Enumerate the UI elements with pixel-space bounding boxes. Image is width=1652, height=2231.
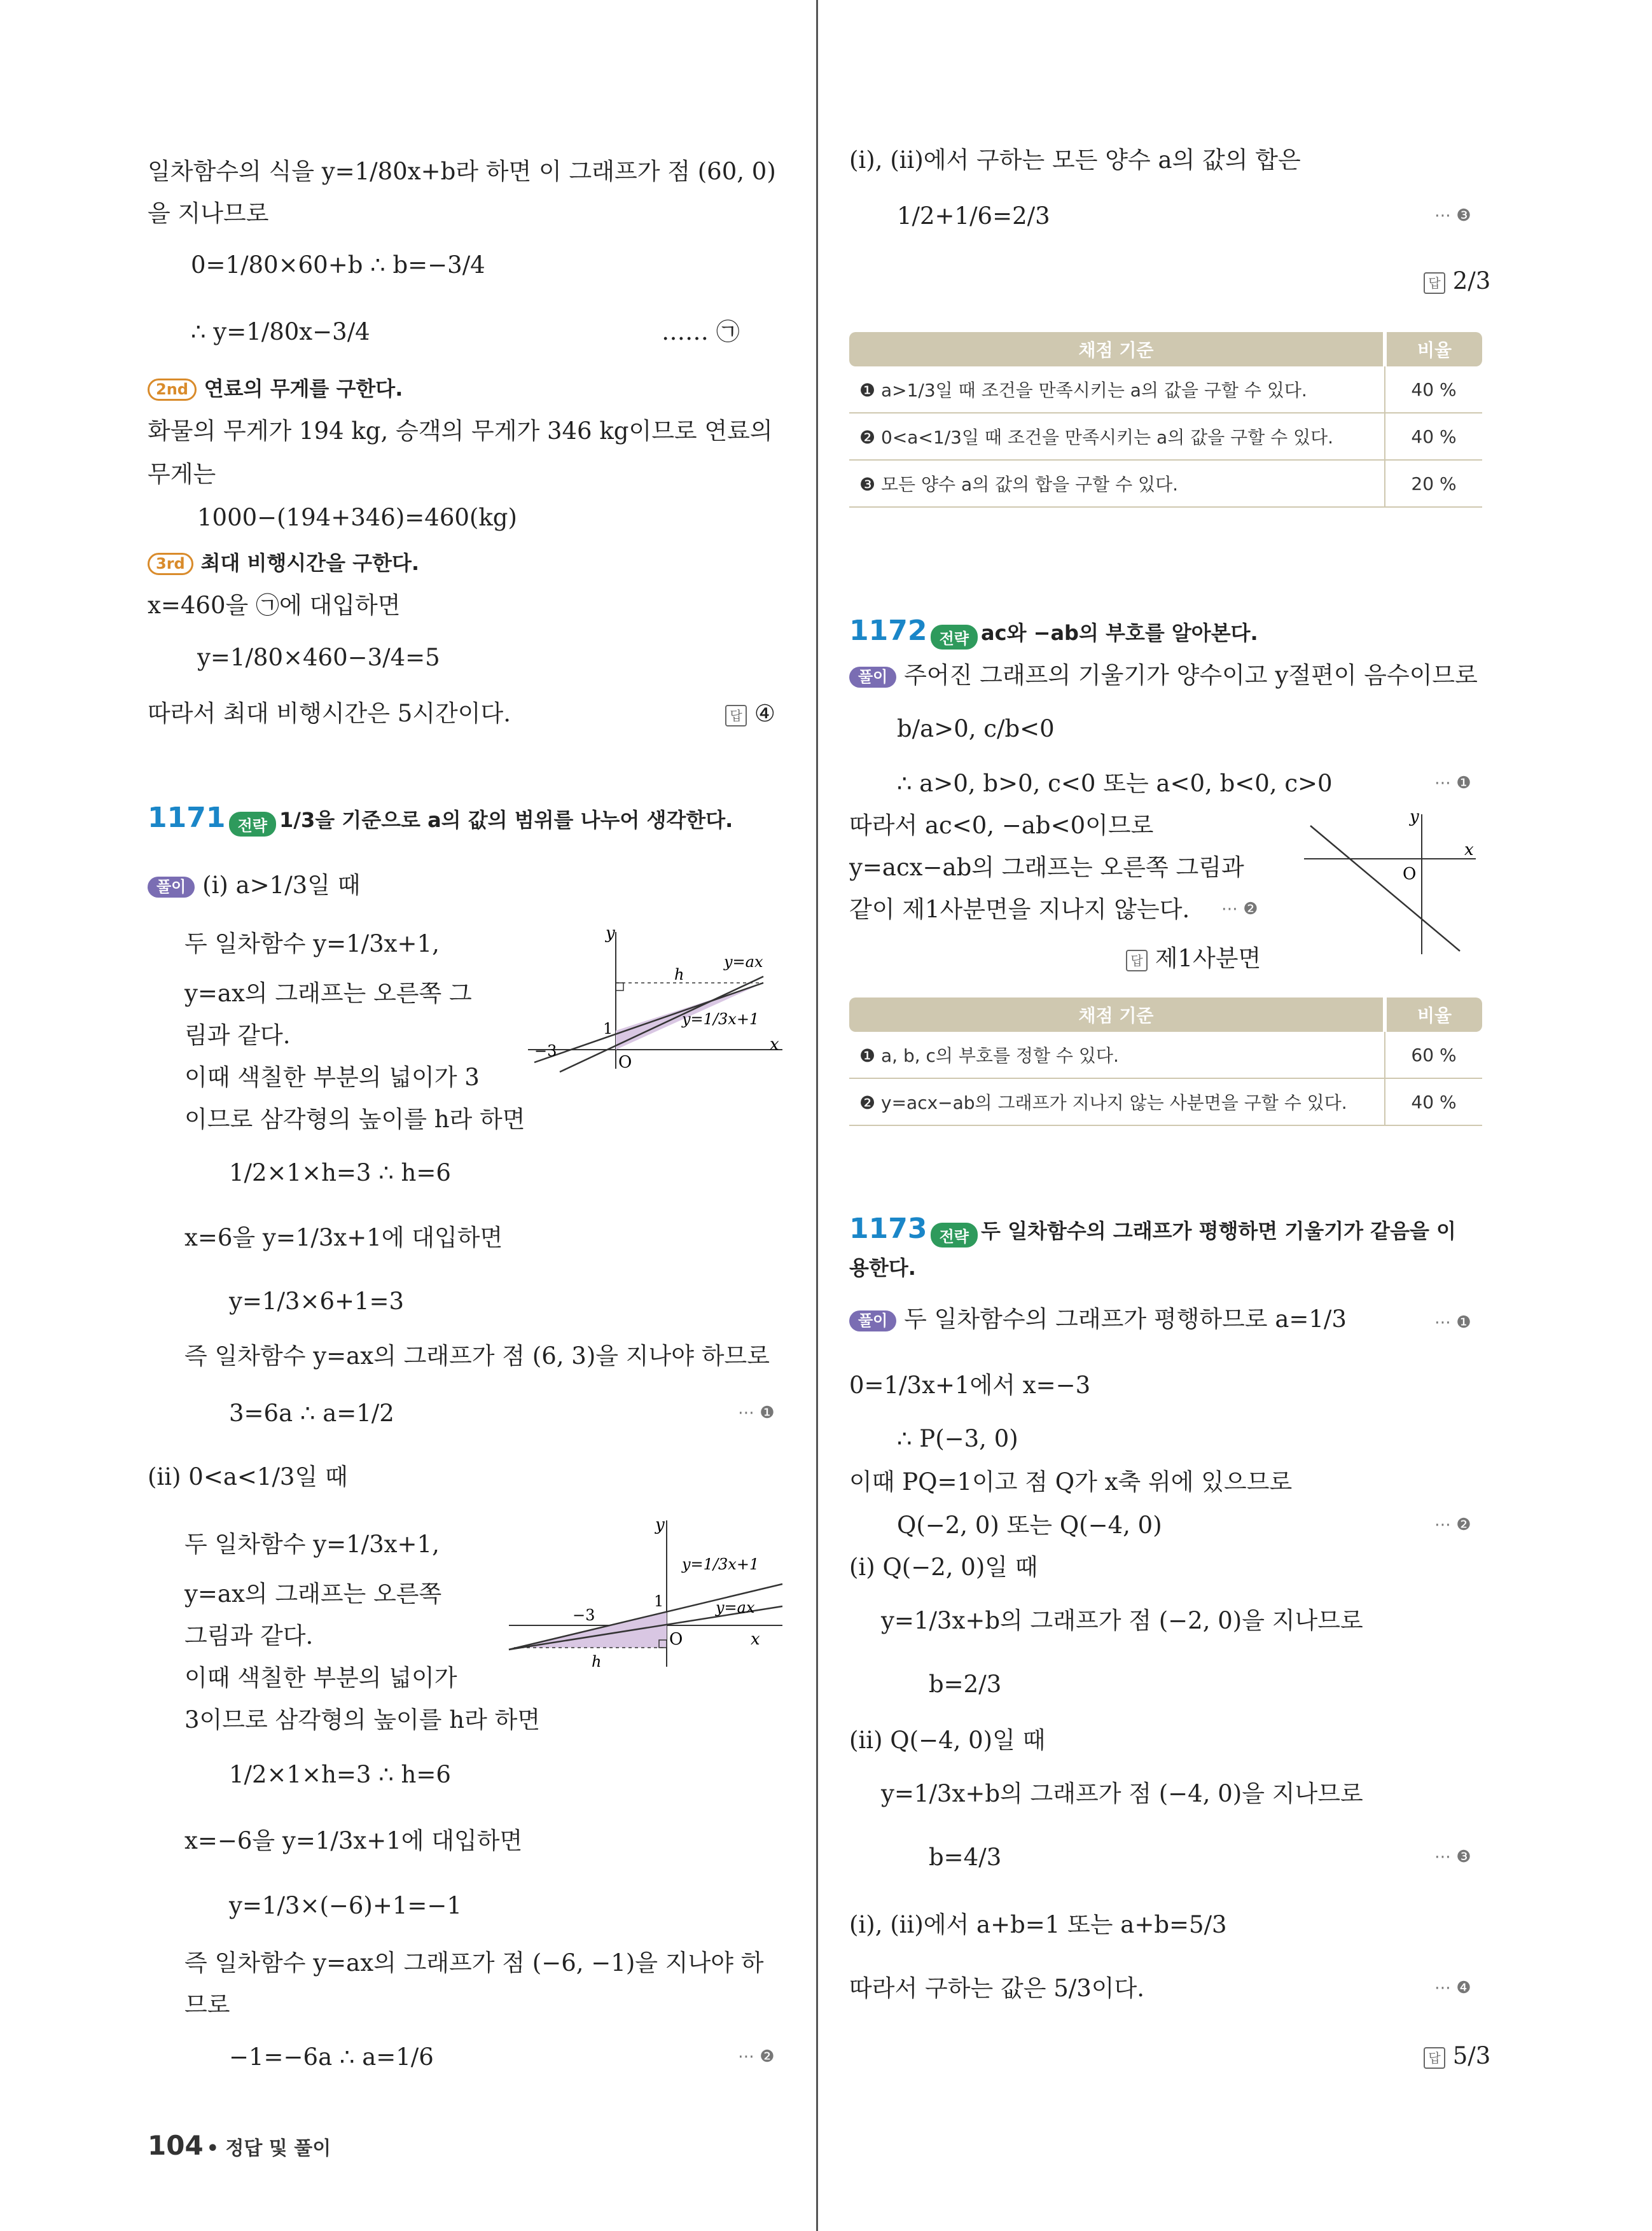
right-top-equation: 1/2+1/6=2/3 [897,202,1050,230]
table2-header-criteria: 채점 기준 [849,997,1385,1032]
strategy-tag: 전략 [931,1223,978,1248]
table2-criteria-2: ❷ y=acx−ab의 그래프가 지나지 않는 사분면을 구할 수 있다. [849,1078,1385,1125]
graph1-one: 1 [603,1020,613,1038]
table-row [849,1032,1482,1078]
answer-box-icon: 답 [1424,272,1445,294]
p1173-equation-2: ∴ P(−3, 0) [897,1425,1018,1452]
p1172-line-3: y=acx−ab의 그래프는 오른쪽 그림과 [849,854,1244,881]
p1173-answer [1424,2042,1490,2069]
problem-1171-header [148,802,733,837]
table1-criteria-2: ❷ 0<a<1/3일 때 조건을 만족시키는 a의 값을 구할 수 있다. [849,413,1385,460]
table1-ratio-1: 40 % [1385,366,1482,413]
case2-equation-3: −1=−6a ∴ a=1/6 [229,2043,434,2071]
table1-criteria-1: ❶ a>1/3일 때 조건을 만족시키는 a의 값을 구할 수 있다. [849,366,1385,413]
case1-line-2: y=ax의 그래프는 오른쪽 그 [184,980,472,1007]
graph2-one: 1 [654,1592,664,1610]
case1-equation-2: y=1/3×6+1=3 [229,1288,405,1315]
table-row [849,366,1482,413]
answer-box-icon: 답 [1424,2047,1445,2069]
graph1-line-b: y=1/3x+1 [682,1010,760,1028]
table2-criteria-1: ❶ a, b, c의 부호를 정할 수 있다. [849,1032,1385,1078]
problem-1172-header [849,615,1258,650]
p1173-case2-equation: b=4/3 [929,1844,1002,1871]
p1173-case1-head: (ⅰ) Q(−2, 0)일 때 [849,1553,1038,1581]
p1173-case1-equation: b=2/3 [929,1671,1002,1698]
strategy-tag: 전략 [229,812,276,837]
p1173-answer-value: 5/3 [1452,2042,1491,2069]
p1173-ref-3: ⋯ ❸ [1434,1847,1471,1866]
case2-equation-1: 1/2×1×h=3 ∴ h=6 [229,1761,451,1788]
step-2nd-badge: 2nd [148,379,197,401]
answer-box-icon: 답 [725,705,747,726]
graph2-line-b: y=1/3x+1 [682,1555,760,1573]
table1-header-ratio: 비율 [1385,332,1482,366]
graph-1172 [1298,808,1482,961]
problem-1173-header [849,1213,1456,1248]
case1-ref: ⋯ ❶ [738,1403,775,1422]
table1-ratio-3: 20 % [1385,460,1482,507]
intro-line-1: 일차함수의 식을 y=1/80x+b라 하면 이 그래프가 점 (60, 0) [148,158,776,185]
graph-case2 [503,1517,795,1676]
case1-line: 즉 일차함수 y=ax의 그래프가 점 (6, 3)을 지나야 하므로 [184,1342,770,1370]
solution-tag: 풀이 [148,877,195,898]
answer-value: ④ [754,700,775,727]
p1173-case2-line: y=1/3x+b의 그래프가 점 (−4, 0)을 지나므로 [881,1780,1363,1807]
strategy-tag: 전략 [931,625,978,650]
case2-line-a: 즉 일차함수 y=ax의 그래프가 점 (−6, −1)을 지나야 하 [184,1949,764,1977]
problem-number: 1172 [849,615,927,647]
scoring-table-2 [849,997,1482,1126]
graph1172-x-label: x [1464,840,1474,859]
case1-substitute: x=6을 y=1/3x+1에 대입하면 [184,1224,503,1251]
graph1-origin: O [618,1053,632,1072]
case2-line-1: 두 일차함수 y=1/3x+1, [184,1531,440,1558]
p1172-line-2: 따라서 ac<0, −ab<0이므로 [849,812,1154,839]
graph1-y-label: y [606,929,615,943]
page-footer-text: • 정답 및 풀이 [206,2137,331,2160]
p1172-ref-1: ⋯ ❶ [1434,774,1471,793]
table2-ratio-2: 40 % [1385,1078,1482,1125]
right-top-ref: ⋯ ❸ [1434,206,1471,225]
case2-line-2: y=ax의 그래프는 오른쪽 [184,1580,442,1608]
p1172-line-4: 같이 제1사분면을 지나지 않는다. [849,896,1190,923]
graph2-h: h [592,1653,602,1671]
case1-head: (ⅰ) a>1/3일 때 [202,872,361,899]
graph2-neg: −3 [573,1606,595,1624]
case1-equation-3: 3=6a ∴ a=1/2 [229,1400,394,1427]
solution-tag: 풀이 [849,1310,896,1331]
p1173-case1-line: y=1/3x+b의 그래프가 점 (−2, 0)을 지나므로 [881,1607,1363,1634]
p1173-line-1: 두 일차함수의 그래프가 평행하므로 a=1/3 [904,1305,1347,1333]
table-row [849,1078,1482,1125]
case2-head: (ⅱ) 0<a<1/3일 때 [148,1463,348,1491]
p1172-answer-value: 제1사분면 [1155,945,1261,972]
table2-header-ratio: 비율 [1385,997,1482,1032]
graph2-origin: O [669,1630,683,1649]
strategy-text: 1/3을 기준으로 a의 값의 범위를 나누어 생각한다. [279,808,733,832]
equation-2: ∴ y=1/80x−3/4 [191,318,370,345]
graph2-line-a: y=ax [716,1599,755,1616]
right-top-answer [1424,267,1490,295]
graph1-x-label: x [770,1035,779,1054]
p1172-equation-2: ∴ a>0, b>0, c<0 또는 a<0, b<0, c>0 [897,770,1333,797]
intro-line-2: 을 지나므로 [148,200,269,227]
problem-number: 1173 [849,1213,927,1245]
column-divider [816,0,818,2231]
graph2-y-label: y [655,1517,665,1534]
page-number: 104 [148,2130,204,2161]
table1-header-criteria: 채점 기준 [849,332,1385,366]
p1173-combined: (ⅰ), (ⅱ)에서 a+b=1 또는 a+b=5/3 [849,1911,1227,1938]
case1-line-3: 림과 같다. [184,1022,291,1049]
right-top-answer-value: 2/3 [1452,267,1491,295]
p1172-equation-1: b/a>0, c/b<0 [897,715,1055,742]
p1173-equation-1: 0=1/3x+1에서 x=−3 [849,1372,1091,1399]
graph1-line-a: y=ax [724,953,763,971]
table1-ratio-2: 40 % [1385,413,1482,460]
scoring-table-1 [849,332,1482,508]
p1173-case2-head: (ⅱ) Q(−4, 0)일 때 [849,1727,1046,1754]
graph1-h: h [674,966,684,983]
page-footer [148,2130,331,2161]
right-top-line: (ⅰ), (ⅱ)에서 구하는 모든 양수 a의 값의 합은 [849,146,1301,174]
conclusion-line: 따라서 최대 비행시간은 5시간이다. [148,700,511,727]
solution-tag: 풀이 [849,667,896,688]
p1173-conclusion: 따라서 구하는 값은 5/3이다. [849,1975,1145,2002]
p1172-answer [1126,939,1261,973]
graph1172-y-label: y [1410,808,1419,826]
strategy-text: ac와 −ab의 부호를 알아본다. [981,621,1258,645]
case1-line-5: 이므로 삼각형의 높이를 h라 하면 [184,1106,525,1133]
case1-line-1: 두 일차함수 y=1/3x+1, [184,930,440,957]
fuel-equation: 1000−(194+346)=460(kg) [197,504,517,531]
p1172-ref-2: ⋯ ❷ [1221,900,1258,919]
equation-2-ref: …… ㉠ [662,318,740,345]
fuel-line-1: 화물의 무게가 194 kg, 승객의 무게가 346 kg이므로 연료의 [148,417,773,445]
p1173-ref-2: ⋯ ❷ [1434,1515,1471,1534]
step-2nd-text: 연료의 무게를 구한다. [204,377,403,401]
graph-case1 [522,929,789,1075]
case2-line-3: 그림과 같다. [184,1622,314,1650]
p1173-equation-3: Q(−2, 0) 또는 Q(−4, 0) [897,1512,1162,1539]
answer-box-icon: 답 [1126,950,1148,971]
table-row [849,413,1482,460]
graph2-x-label: x [751,1630,760,1649]
graph1172-origin: O [1403,865,1417,884]
graph1-neg: −3 [534,1042,557,1060]
problem-number: 1171 [148,802,226,834]
equation-1: 0=1/80×60+b ∴ b=−3/4 [191,251,485,279]
table1-criteria-3: ❸ 모든 양수 a의 값의 합을 구할 수 있다. [849,460,1385,507]
fuel-line-2: 무게는 [148,461,216,488]
substitute-line: x=460을 ㉠에 대입하면 [148,592,401,619]
strategy-text-1: 두 일차함수의 그래프가 평행하면 기울기가 같음을 이 [981,1219,1456,1243]
strategy-text-2: 용한다. [849,1256,916,1280]
case2-ref: ⋯ ❷ [738,2047,775,2066]
table2-ratio-1: 60 % [1385,1032,1482,1078]
step-3rd-text: 최대 비행시간을 구한다. [200,551,420,575]
table-row [849,460,1482,507]
p1172-line-1: 주어진 그래프의 기울기가 양수이고 y절편이 음수이므로 [904,662,1478,689]
case1-equation-1: 1/2×1×h=3 ∴ h=6 [229,1159,451,1186]
p1173-ref-1: ⋯ ❶ [1434,1313,1471,1332]
p1173-line-2: 이때 PQ=1이고 점 Q가 x축 위에 있으므로 [849,1468,1293,1496]
case2-substitute: x=−6을 y=1/3x+1에 대입하면 [184,1827,523,1854]
case2-line-5: 3이므로 삼각형의 높이를 h라 하면 [184,1706,541,1734]
substitute-equation: y=1/80×460−3/4=5 [197,644,440,671]
answer-mark [725,700,775,727]
case2-equation-2: y=1/3×(−6)+1=−1 [229,1892,462,1919]
case2-line-4: 이때 색칠한 부분의 넓이가 [184,1664,457,1692]
case1-line-4: 이때 색칠한 부분의 넓이가 3 [184,1064,480,1091]
step-3rd-badge: 3rd [148,553,193,575]
p1173-ref-4: ⋯ ❹ [1434,1978,1471,1998]
case2-line-b: 므로 [184,1991,230,2019]
